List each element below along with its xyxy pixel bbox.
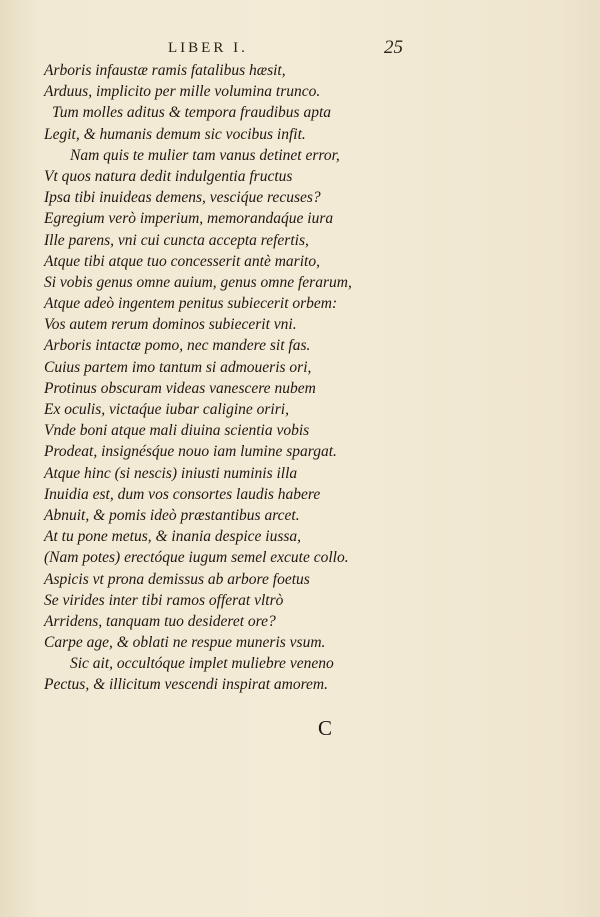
verse-line: Inuidia est, dum vos consortes laudis habere bbox=[44, 485, 321, 503]
verse-line: Arridens, tanquam tuo desideret ore? bbox=[44, 612, 276, 630]
verse-line: Arboris intactæ pomo, nec mandere sit fas. bbox=[44, 337, 311, 355]
verse-line: Ipsa tibi inuideas demens, vesciq́ue recuses? bbox=[44, 189, 321, 207]
verse-line: Se virides inter tibi ramos offerat vltrò bbox=[44, 591, 284, 609]
verse-line: Vos autem rerum dominos subiecerit vni. bbox=[44, 316, 297, 334]
verse-line: Nam quis te mulier tam vanus detinet error, bbox=[70, 146, 340, 164]
verse-line: Carpe age, & oblati ne respue muneris vsum. bbox=[44, 634, 326, 652]
verse-line: Tum molles aditus & tempora fraudibus apta bbox=[52, 104, 332, 122]
verse-line: Atque hinc (si nescis) iniusti numinis illa bbox=[44, 464, 298, 482]
signature-mark: C bbox=[318, 716, 333, 740]
verse-line: Arduus, implicito per mille volumina trunco. bbox=[44, 83, 321, 101]
verse-line: Atque adeò ingentem penitus subiecerit orbem: bbox=[44, 295, 338, 313]
poem-text bbox=[44, 60, 424, 696]
verse-line: (Nam potes) erectóque iugum semel excute collo. bbox=[44, 549, 349, 567]
verse-line: Ex oculis, victaq́ue iubar caligine oriri, bbox=[44, 401, 289, 418]
verse-line: Cuius partem imo tantum si admoueris ori, bbox=[44, 358, 312, 376]
verse-line: Pectus, & illicitum vescendi inspirat amorem. bbox=[44, 676, 328, 694]
verse-line: Ille parens, vni cui cuncta accepta refertis, bbox=[44, 231, 309, 249]
verse-line: Si vobis genus omne auium, genus omne ferarum, bbox=[44, 273, 352, 291]
verse-line: Aspicis vt prona demissus ab arbore foetus bbox=[44, 570, 310, 588]
verse-line: Arboris infaustæ ramis fatalibus hæsit, bbox=[44, 62, 286, 79]
verse-line: Prodeat, insignésq́ue nouo iam lumine spargat. bbox=[44, 443, 337, 461]
verse-line: Egregium verò imperium, memorandaq́ue iura bbox=[44, 210, 334, 228]
verse-line: Sic ait, occultóque implet muliebre veneno bbox=[70, 655, 334, 673]
verse-line: Vnde boni atque mali diuina scientia vobis bbox=[44, 422, 310, 440]
verse-line: Legit, & humanis demum sic vocibus infit. bbox=[44, 125, 306, 143]
running-head: LIBER I. bbox=[168, 40, 248, 56]
page-number: 25 bbox=[384, 37, 403, 58]
verse-line: Vt quos natura dedit indulgentia fructus bbox=[44, 167, 293, 185]
verse-line: Atque tibi atque tuo concesserit antè marito, bbox=[44, 252, 320, 270]
verse-line: Protinus obscuram videas vanescere nubem bbox=[44, 379, 316, 397]
page-header bbox=[0, 37, 600, 60]
verse-line: Abnuit, & pomis ideò præstantibus arcet. bbox=[44, 506, 300, 524]
verse-line: At tu pone metus, & inania despice iussa, bbox=[44, 528, 302, 546]
